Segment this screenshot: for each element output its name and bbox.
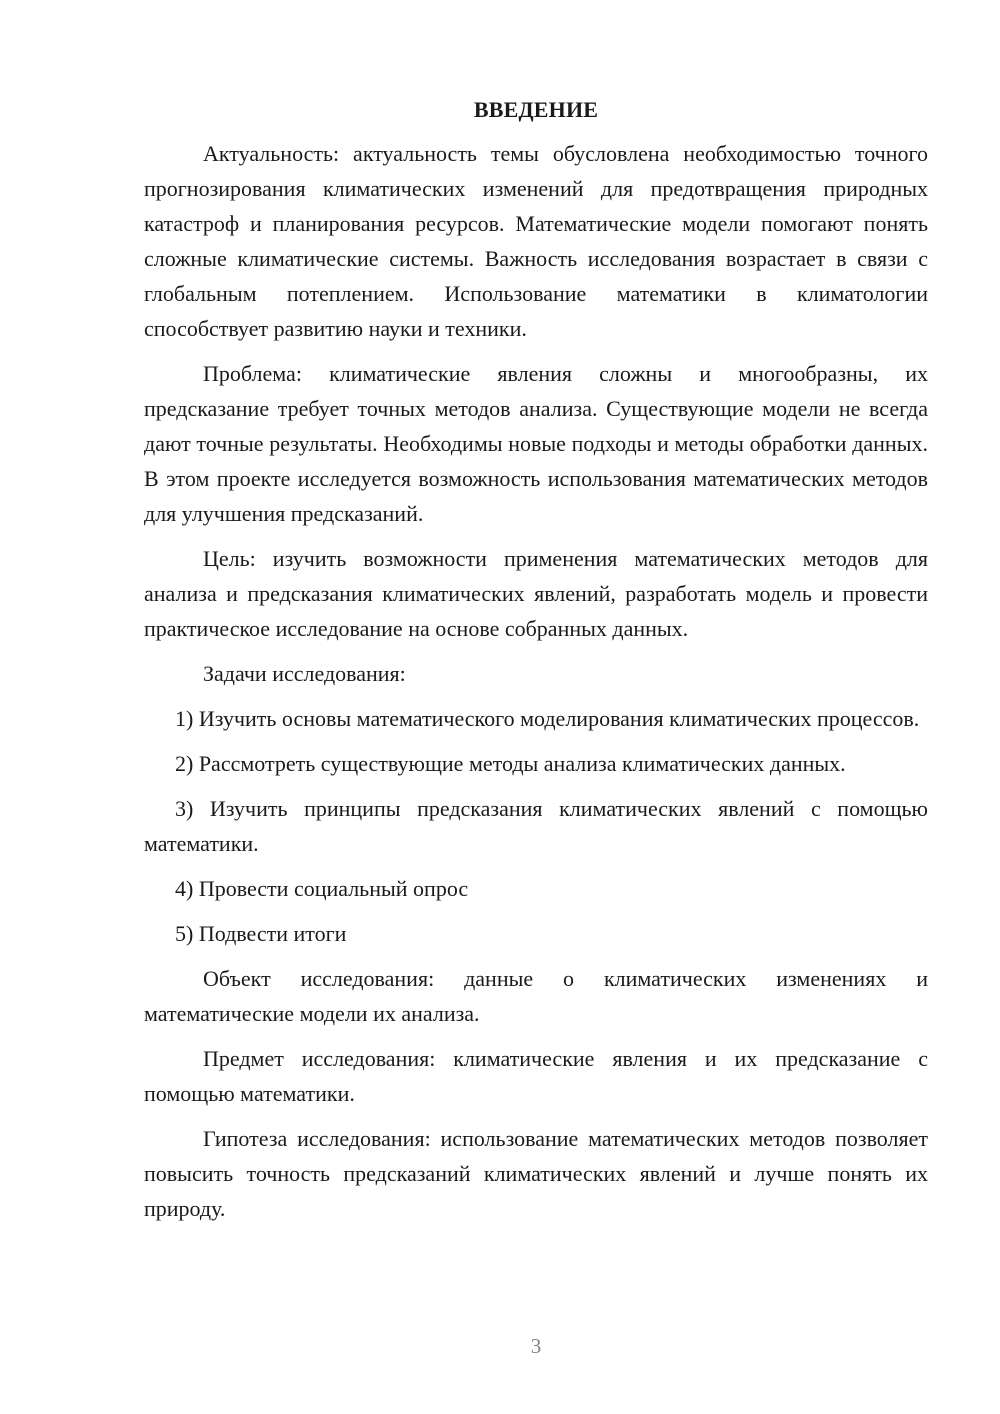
task-item-1: 1) Изучить основы математического моделирования климатических процессов. bbox=[175, 706, 920, 731]
subject-paragraph: Предмет исследования: климатические явления и их предсказание с помощью математики. bbox=[144, 1046, 928, 1106]
object-paragraph: Объект исследования: данные о климатических изменениях и математические модели их анализа. bbox=[144, 966, 928, 1026]
goal-paragraph: Цель: изучить возможности применения математических методов для анализа и предсказания климатических явлений, разработать модель и провести практическое исследование на основе собранных данных. bbox=[144, 546, 928, 641]
task-item-4: 4) Провести социальный опрос bbox=[175, 876, 469, 901]
document-page bbox=[144, 90, 928, 1236]
page-title: ВВЕДЕНИЕ bbox=[473, 97, 599, 122]
hypothesis-paragraph: Гипотеза исследования: использование математических методов позволяет повысить точность предсказаний климатических явлений и лучше понять их природу. bbox=[144, 1126, 928, 1221]
task-item-2: 2) Рассмотреть существующие методы анализа климатических данных. bbox=[175, 751, 846, 776]
problem-paragraph: Проблема: климатические явления сложны и многообразны, их предсказание требует точных методов анализа. Существующие модели не всегда дают точные результаты. Необходимы новые подходы и методы обработки данных. В этом проекте исследуется возможность использования математических методов для улучшения предсказаний. bbox=[144, 361, 928, 526]
relevance-paragraph: Актуальность: актуальность темы обусловлена необходимостью точного прогнозирования климатических изменений для предотвращения природных катастроф и планирования ресурсов. Математические модели помогают понять сложные климатические системы. Важность исследования возрастает в связи с глобальным потеплением. Использование математики в климатологии способствует развитию науки и техники. bbox=[144, 141, 928, 341]
task-item-5: 5) Подвести итоги bbox=[175, 921, 347, 946]
page-number: 3 bbox=[530, 1334, 542, 1358]
tasks-heading: Задачи исследования: bbox=[203, 661, 406, 686]
task-item-3: 3) Изучить принципы предсказания климатических явлений с помощью математики. bbox=[144, 796, 928, 856]
